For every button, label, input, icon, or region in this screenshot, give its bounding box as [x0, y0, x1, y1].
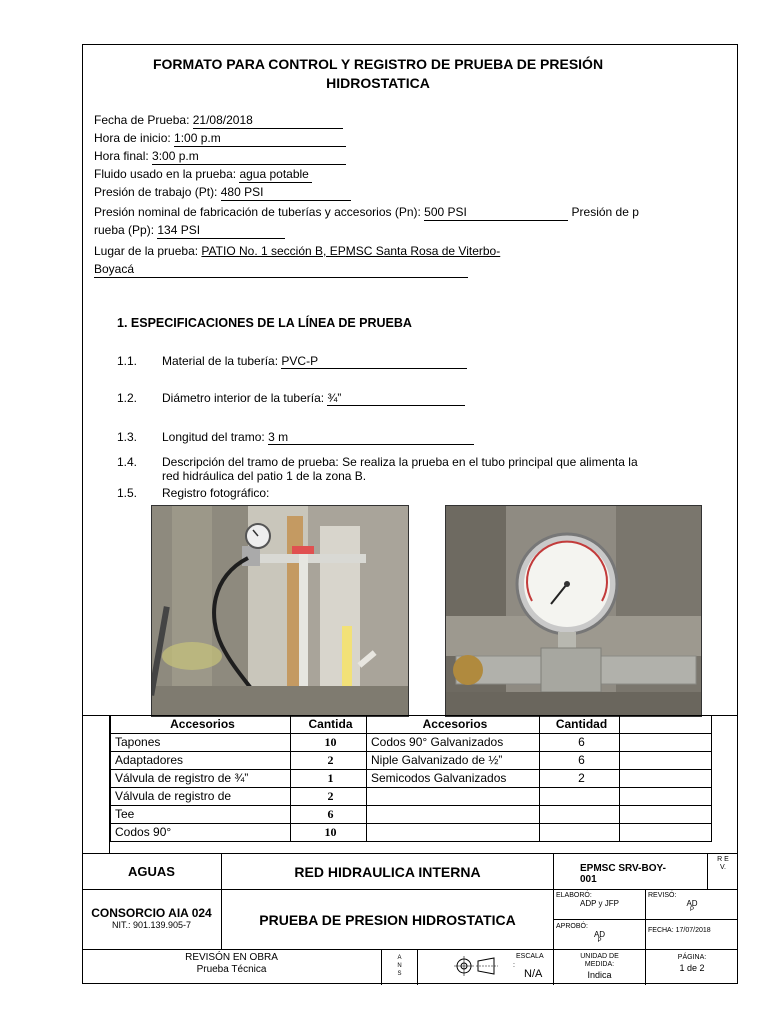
fecha-label: Fecha de Prueba:	[94, 113, 193, 127]
table-row	[111, 734, 712, 752]
lugar-label: Lugar de la prueba:	[94, 244, 202, 258]
title-line-1: FORMATO PARA CONTROL Y REGISTRO DE PRUEBA DE PRESIÓN	[152, 56, 604, 72]
accesorio-qty-2	[540, 788, 620, 806]
escala-colon: :	[513, 962, 515, 969]
accesorio-qty: 10	[291, 734, 367, 752]
accesorio-name-2: Niple Galvanizado de ½”	[367, 752, 540, 770]
table-row	[111, 752, 712, 770]
presion-prueba-field	[94, 222, 285, 239]
pagina-cell	[646, 950, 738, 985]
item-1-4-number: 1.4.	[117, 455, 138, 469]
presion-prueba-value: 134 PSI	[157, 223, 201, 237]
reviso-value-2: P	[689, 907, 694, 913]
elaboro-value: ADP y JFP	[580, 899, 619, 908]
fluido-field	[94, 166, 312, 183]
item-1-5-number: 1.5.	[117, 486, 138, 500]
accesorio-qty-2	[540, 806, 620, 824]
accesorio-qty-2	[540, 824, 620, 842]
item-1-2	[162, 392, 465, 406]
accesorio-name: Tee	[111, 806, 291, 824]
longitud-value: 3 m	[268, 430, 289, 444]
presion-trabajo-value-line[interactable]	[221, 184, 351, 201]
lugar-field	[94, 243, 500, 259]
item-1-4-line-2: red hidráulica del patio 1 de la zona B.	[162, 469, 367, 483]
fecha-value: 21/08/2018	[192, 113, 253, 127]
fecha-value-line[interactable]	[193, 112, 343, 129]
accesorio-qty: 2	[291, 752, 367, 770]
hora-final-field	[94, 148, 346, 165]
lugar-field-cont	[94, 261, 468, 278]
presion-trabajo-value: 480 PSI	[220, 185, 264, 199]
presion-trabajo-label: Presión de trabajo (Pt):	[94, 185, 221, 199]
item-1-2-number: 1.2.	[117, 391, 138, 405]
title-block	[82, 853, 738, 984]
hora-inicio-value: 1:00 p.m	[174, 131, 221, 145]
empty-cell	[620, 788, 712, 806]
item-1-1	[162, 355, 467, 369]
table-top-line	[82, 715, 738, 716]
accesorio-qty-2: 6	[540, 752, 620, 770]
photo-pressure-gauge	[445, 505, 702, 717]
pressure-gauge-image	[446, 506, 701, 716]
reviso-cell	[646, 890, 738, 920]
cantidad-header: Cantida	[291, 716, 367, 734]
empty-header-cell	[620, 716, 712, 734]
pipe-installation-image	[152, 506, 408, 716]
item-1-3	[162, 431, 474, 445]
accesorios-table	[110, 715, 712, 842]
fluido-value: agua potable	[239, 167, 309, 181]
red-hidraulica-cell: RED HIDRAULICA INTERNA	[222, 854, 554, 890]
lugar-value[interactable]: PATIO No. 1 sección B, EPMSC Santa Rosa de Viterbo-	[201, 244, 501, 258]
accesorio-name-2: Semicodos Galvanizados	[367, 770, 540, 788]
hora-final-label: Hora final:	[94, 149, 153, 163]
table-row	[111, 824, 712, 842]
reviso-label: REVISÓ:	[648, 892, 677, 899]
longitud-value-line[interactable]	[268, 431, 474, 445]
escala-label: ESCALA	[516, 953, 544, 960]
prueba-tecnica-label: Prueba Técnica	[196, 964, 267, 975]
aguas-cell: AGUAS	[82, 854, 222, 890]
aprobo-label: APROBÓ:	[556, 923, 588, 930]
material-label: Material de la tubería:	[162, 354, 282, 368]
document-code: EPMSC SRV-BOY-	[580, 863, 666, 874]
diametro-value-line[interactable]	[327, 392, 465, 406]
accesorio-qty: 6	[291, 806, 367, 824]
item-1-3-number: 1.3.	[117, 430, 138, 444]
elaboro-cell	[554, 890, 646, 920]
pagina-value: 1 de 2	[679, 963, 705, 973]
unidad-label: UNIDAD DE	[580, 953, 619, 960]
hora-inicio-field	[94, 130, 346, 147]
diametro-value: ¾”	[327, 391, 342, 405]
accesorio-name: Válvula de registro de	[111, 788, 291, 806]
aprobo-value: AD	[593, 930, 606, 939]
empty-cell	[620, 770, 712, 788]
consorcio-name: CONSORCIO AIA 024	[91, 906, 212, 920]
table-row	[111, 770, 712, 788]
revision-label: REVISÓN EN OBRA	[185, 952, 278, 963]
accesorio-qty-2: 6	[540, 734, 620, 752]
accesorio-name: Tapones	[111, 734, 291, 752]
title-line-2: HIDROSTATICA	[326, 75, 430, 91]
accesorio-name-2: Codos 90° Galvanizados	[367, 734, 540, 752]
lugar-value-2: Boyacá	[94, 262, 135, 276]
unidad-cell	[554, 950, 646, 985]
presion-prueba-label-start: Presión de p	[571, 205, 639, 219]
accesorio-name-2	[367, 824, 540, 842]
accesorio-qty: 1	[291, 770, 367, 788]
presion-prueba-label-end: rueba (Pp):	[94, 223, 158, 237]
presion-nominal-label: Presión nominal de fabricación de tuberías y accesorios (Pn):	[94, 205, 425, 219]
presion-nominal-value-line[interactable]	[424, 204, 568, 221]
aprobo-cell	[554, 920, 646, 950]
ans-cell: A N S	[382, 950, 418, 985]
item-1-1-number: 1.1.	[117, 354, 138, 368]
accesorios-header-row	[111, 716, 712, 734]
empty-cell	[620, 824, 712, 842]
rev-cell: R E V.	[708, 854, 738, 890]
item-1-4-line-1: Descripción del tramo de prueba: Se realiza la prueba en el tubo principal que alimenta la	[162, 455, 638, 469]
aprobo-value-2: P	[597, 938, 602, 944]
table-row	[111, 788, 712, 806]
consorcio-nit: NIT.: 901.139.905-7	[111, 920, 192, 930]
hora-final-value: 3:00 p.m	[152, 149, 199, 163]
presion-prueba-value-line[interactable]	[157, 222, 285, 239]
fecha-cell: FECHA: 17/07/2018	[646, 920, 738, 950]
longitud-label: Longitud del tramo:	[162, 430, 269, 444]
accesorio-name: Adaptadores	[111, 752, 291, 770]
document-code-2: 001	[580, 874, 597, 885]
table-row	[111, 806, 712, 824]
empty-cell	[620, 734, 712, 752]
escala-value: N/A	[524, 968, 543, 980]
fluido-value-line[interactable]	[239, 166, 312, 183]
empty-cell	[620, 806, 712, 824]
presion-nominal-field	[94, 204, 639, 221]
section-heading: 1. ESPECIFICACIONES DE LA LÍNEA DE PRUEBA	[117, 316, 412, 330]
pagina-label: PÁGINA:	[677, 954, 707, 961]
photo-pipe-installation	[151, 505, 409, 717]
accesorio-qty: 10	[291, 824, 367, 842]
hora-final-value-line[interactable]	[152, 148, 346, 165]
accesorio-qty: 2	[291, 788, 367, 806]
table-left-margin	[82, 715, 110, 853]
item-1-5: Registro fotográfico:	[162, 486, 270, 500]
lugar-value-line-2[interactable]	[94, 261, 468, 278]
accesorio-name: Válvula de registro de ¾”	[111, 770, 291, 788]
empty-cell	[620, 752, 712, 770]
material-value-line[interactable]	[281, 355, 467, 369]
accesorio-name: Codos 90°	[111, 824, 291, 842]
fecha-field	[94, 112, 343, 129]
elaboro-label: ELABORÓ:	[556, 892, 592, 899]
document-code-cell	[554, 854, 708, 890]
accesorios-header: Accesorios	[111, 716, 291, 734]
escala-cell	[418, 950, 554, 985]
hora-inicio-value-line[interactable]	[174, 130, 346, 147]
accesorio-name-2	[367, 806, 540, 824]
prueba-title-cell: PRUEBA DE PRESION HIDROSTATICA	[222, 890, 554, 950]
consorcio-cell	[82, 890, 222, 950]
material-value: PVC-P	[281, 354, 319, 368]
presion-trabajo-field	[94, 184, 351, 201]
fluido-label: Fluido usado en la prueba:	[94, 167, 240, 181]
accesorios-header-2: Accesorios	[367, 716, 540, 734]
presion-nominal-value: 500 PSI	[424, 205, 467, 219]
revision-cell	[82, 950, 382, 985]
accesorio-qty-2: 2	[540, 770, 620, 788]
unidad-label-2: MEDIDA:	[584, 961, 615, 968]
cantidad-header-2: Cantidad	[540, 716, 620, 734]
reviso-value: AD	[686, 899, 698, 908]
hora-inicio-label: Hora de inicio:	[94, 131, 175, 145]
projection-symbol-icon	[454, 956, 500, 976]
accesorio-name-2	[367, 788, 540, 806]
diametro-label: Diámetro interior de la tubería:	[162, 391, 328, 405]
unidad-value: Indica	[587, 970, 612, 980]
